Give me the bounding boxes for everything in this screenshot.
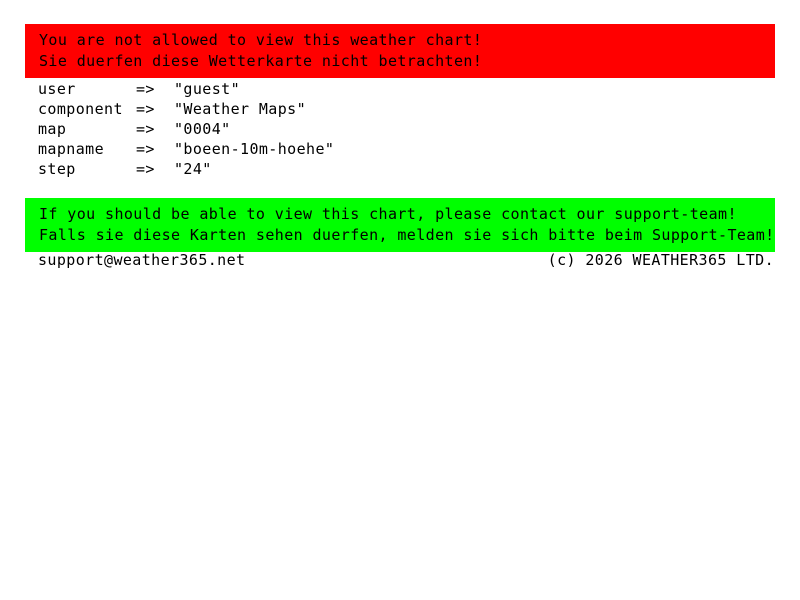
- param-value: "guest": [174, 80, 241, 98]
- support-banner: [25, 198, 775, 252]
- error-message-en: You are not allowed to view this weather chart!: [39, 31, 483, 49]
- param-key: component: [38, 100, 123, 118]
- support-message-de: Falls sie diese Karten sehen duerfen, melden sie sich bitte beim Support-Team!: [39, 226, 775, 244]
- param-value: "24": [174, 160, 212, 178]
- param-row: [38, 139, 334, 159]
- param-key: mapname: [38, 140, 105, 158]
- param-row: [38, 159, 334, 179]
- param-key: map: [38, 120, 67, 138]
- param-value: "Weather Maps": [174, 100, 307, 118]
- param-arrow: =>: [136, 100, 155, 118]
- error-banner: [25, 24, 775, 78]
- param-row: [38, 79, 334, 99]
- param-arrow: =>: [136, 80, 155, 98]
- param-row: [38, 119, 334, 139]
- param-arrow: =>: [136, 160, 155, 178]
- param-arrow: =>: [136, 120, 155, 138]
- support-message-en: If you should be able to view this chart, please contact our support-team!: [39, 205, 737, 223]
- page-footer: [38, 250, 774, 270]
- copyright-notice: (c) 2026 WEATHER365 LTD.: [547, 251, 774, 269]
- param-value: "0004": [174, 120, 231, 138]
- param-key: user: [38, 80, 76, 98]
- request-parameters: [38, 79, 334, 179]
- param-row: [38, 99, 334, 119]
- support-email-link[interactable]: support@weather365.net: [38, 251, 246, 269]
- param-arrow: =>: [136, 140, 155, 158]
- param-key: step: [38, 160, 76, 178]
- error-message-de: Sie duerfen diese Wetterkarte nicht betrachten!: [39, 52, 483, 70]
- param-value: "boeen-10m-hoehe": [174, 140, 335, 158]
